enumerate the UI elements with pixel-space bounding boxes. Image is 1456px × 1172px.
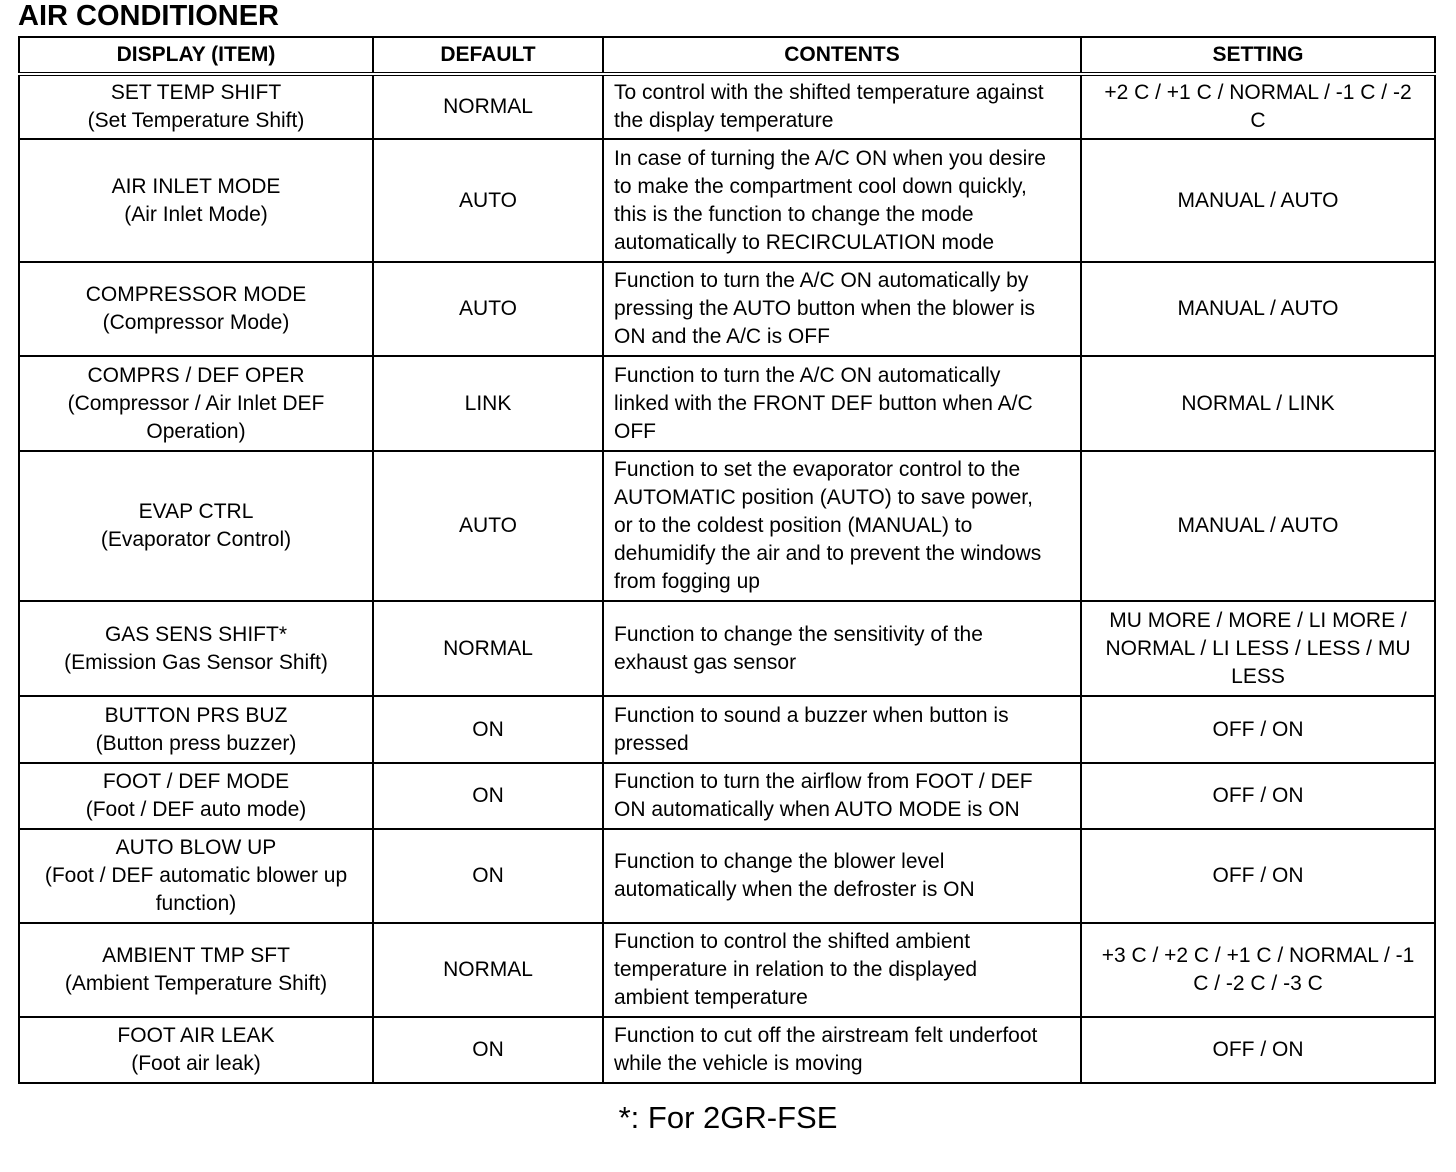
table-row [19,923,1435,1017]
settings-table [18,36,1436,1084]
cell-contents: Function to set the evaporator control to the AUTOMATIC position (AUTO) to save power, or to the coldest position (MANUAL) to dehumidify the air and to prevent the windows from fogging up [603,451,1081,601]
cell-setting: OFF / ON [1081,829,1435,923]
cell-setting: OFF / ON [1081,763,1435,829]
cell-default: NORMAL [373,923,603,1017]
table-row [19,74,1435,139]
cell-item: AMBIENT TMP SFT (Ambient Temperature Shift) [19,923,373,1017]
cell-item: FOOT AIR LEAK (Foot air leak) [19,1017,373,1083]
table-row [19,1017,1435,1083]
header-row [19,37,1435,74]
cell-contents: Function to turn the airflow from FOOT / DEF ON automatically when AUTO MODE is ON [603,763,1081,829]
cell-item: BUTTON PRS BUZ (Button press buzzer) [19,696,373,763]
cell-item: AUTO BLOW UP (Foot / DEF automatic blower up function) [19,829,373,923]
cell-item: SET TEMP SHIFT (Set Temperature Shift) [19,74,373,139]
cell-setting: MANUAL / AUTO [1081,451,1435,601]
table-row [19,829,1435,923]
table-row [19,356,1435,451]
header-contents: CONTENTS [603,37,1081,74]
header-default: DEFAULT [373,37,603,74]
cell-default: AUTO [373,139,603,262]
cell-contents: Function to turn the A/C ON automatically linked with the FRONT DEF button when A/C OFF [603,356,1081,451]
cell-contents: In case of turning the A/C ON when you desire to make the compartment cool down quickly, this is the function to change the mode automatically to RECIRCULATION mode [603,139,1081,262]
table-row [19,262,1435,356]
cell-contents: Function to change the sensitivity of the exhaust gas sensor [603,601,1081,696]
page-title: AIR CONDITIONER [18,0,279,32]
cell-default: LINK [373,356,603,451]
cell-contents: Function to cut off the airstream felt underfoot while the vehicle is moving [603,1017,1081,1083]
cell-item: EVAP CTRL (Evaporator Control) [19,451,373,601]
table-row [19,451,1435,601]
footnote: *: For 2GR-FSE [618,1100,838,1135]
cell-setting: MANUAL / AUTO [1081,139,1435,262]
cell-default: AUTO [373,451,603,601]
table-row [19,696,1435,763]
cell-setting: MANUAL / AUTO [1081,262,1435,356]
cell-contents: Function to turn the A/C ON automatically by pressing the AUTO button when the blower is ON and the A/C is OFF [603,262,1081,356]
cell-item: GAS SENS SHIFT* (Emission Gas Sensor Shift) [19,601,373,696]
cell-setting: MU MORE / MORE / LI MORE / NORMAL / LI LESS / LESS / MU LESS [1081,601,1435,696]
cell-contents: Function to control the shifted ambient temperature in relation to the displayed ambient temperature [603,923,1081,1017]
cell-default: ON [373,1017,603,1083]
cell-default: ON [373,829,603,923]
cell-item: FOOT / DEF MODE (Foot / DEF auto mode) [19,763,373,829]
cell-setting: OFF / ON [1081,1017,1435,1083]
cell-default: ON [373,696,603,763]
cell-contents: Function to sound a buzzer when button is pressed [603,696,1081,763]
cell-item: COMPRS / DEF OPER (Compressor / Air Inlet DEF Operation) [19,356,373,451]
table-row [19,763,1435,829]
cell-default: NORMAL [373,74,603,139]
cell-default: AUTO [373,262,603,356]
header-setting: SETTING [1081,37,1435,74]
cell-item: COMPRESSOR MODE (Compressor Mode) [19,262,373,356]
cell-setting: OFF / ON [1081,696,1435,763]
cell-setting: +3 C / +2 C / +1 C / NORMAL / -1 C / -2 C / -3 C [1081,923,1435,1017]
cell-setting: +2 C / +1 C / NORMAL / -1 C / -2 C [1081,74,1435,139]
header-display-item: DISPLAY (ITEM) [19,37,373,74]
cell-contents: To control with the shifted temperature against the display temperature [603,74,1081,139]
cell-default: NORMAL [373,601,603,696]
table-row [19,139,1435,262]
cell-contents: Function to change the blower level automatically when the defroster is ON [603,829,1081,923]
table-row [19,601,1435,696]
cell-item: AIR INLET MODE (Air Inlet Mode) [19,139,373,262]
cell-default: ON [373,763,603,829]
cell-setting: NORMAL / LINK [1081,356,1435,451]
